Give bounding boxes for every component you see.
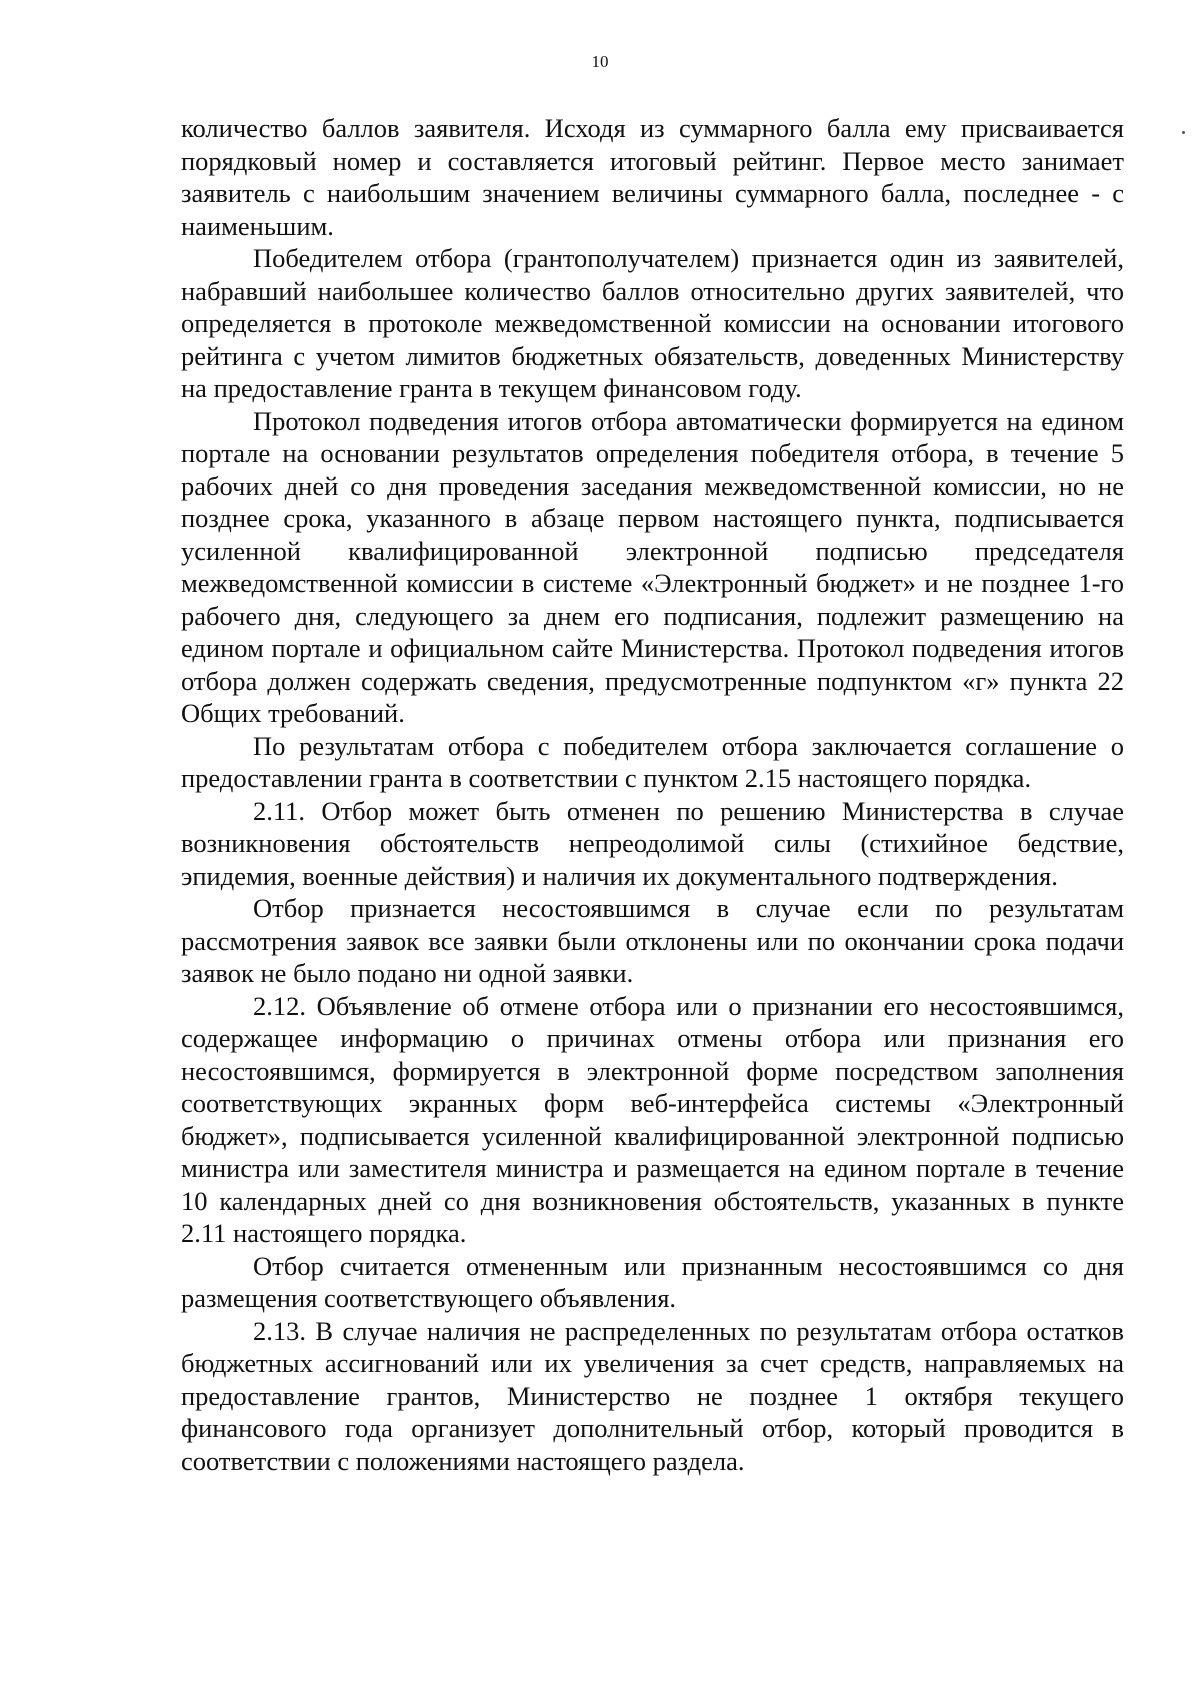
document-body [181, 112, 1124, 1477]
paragraph: количество баллов заявителя. Исходя из суммарного балла ему присваивается порядковый номер и составляется итоговый рейтинг. Первое место занимает заявитель с наибольшим значением величины суммарного балла, последнее - с наименьшим. [181, 113, 1124, 241]
paragraph: Протокол подведения итогов отбора автоматически формируется на едином портале на основании результатов определения победителя отбора, в течение 5 рабочих дней со дня проведения заседания межведомственной комиссии, но не позднее срока, указанного в абзаце первом настоящего пункта, подписывается усиленной квалифицированной электронной подписью председателя межведомственной комиссии в системе «Электронный бюджет» и не позднее 1-го рабочего дня, следующего за днем его подписания, подлежит размещению на едином портале и официальном сайте Министерства. Протокол подведения итогов отбора должен содержать сведения, предусмотренные подпунктом «г» пункта 22 Общих требований. [181, 405, 1124, 728]
scan-speck [1182, 131, 1185, 134]
paragraph: 2.13. В случае наличия не распределенных по результатам отбора остатков бюджетных ассигнований или их увеличения за счет средств, направляемых на предоставление грантов, Министерство не позднее 1 октября текущего финансового года организует дополнительный отбор, который проводится в соответствии с положениями настоящего раздела. [181, 1315, 1124, 1476]
paragraph: Отбор считается отмененным или признанным несостоявшимся со дня размещения соответствующего объявления. [181, 1250, 1124, 1313]
paragraph: Победителем отбора (грантополучателем) признается один из заявителей, набравший наибольшее количество баллов относительно других заявителей, что определяется в протоколе межведомственной комиссии на основании итогового рейтинга с учетом лимитов бюджетных обязательств, доведенных Министерству на предоставление гранта в текущем финансовом году. [181, 243, 1124, 403]
paragraph: 2.11. Отбор может быть отменен по решению Министерства в случае возникновения обстоятельств непреодолимой силы (стихийное бедствие, эпидемия, военные действия) и наличия их документального подтверждения. [181, 795, 1124, 891]
paragraph: Отбор признается несостоявшимся в случае если по результатам рассмотрения заявок все заявки были отклонены или по окончании срока подачи заявок не было подано ни одной заявки. [181, 893, 1124, 988]
page-number: 10 [591, 52, 609, 71]
paragraph: По результатам отбора с победителем отбора заключается соглашение о предоставлении гранта в соответствии с пунктом 2.15 настоящего порядка. [181, 730, 1124, 793]
paragraph: 2.12. Объявление об отмене отбора или о признании его несостоявшимся, содержащее информацию о причинах отмены отбора или признания его несостоявшимся, формируется в электронной форме посредством заполнения соответствующих экранных форм веб-интерфейса системы «Электронный бюджет», подписывается усиленной квалифицированной электронной подписью министра или заместителя министра и размещается на едином портале в течение 10 календарных дней со дня возникновения обстоятельств, указанных в пункте 2.11 настоящего порядка. [181, 990, 1124, 1248]
